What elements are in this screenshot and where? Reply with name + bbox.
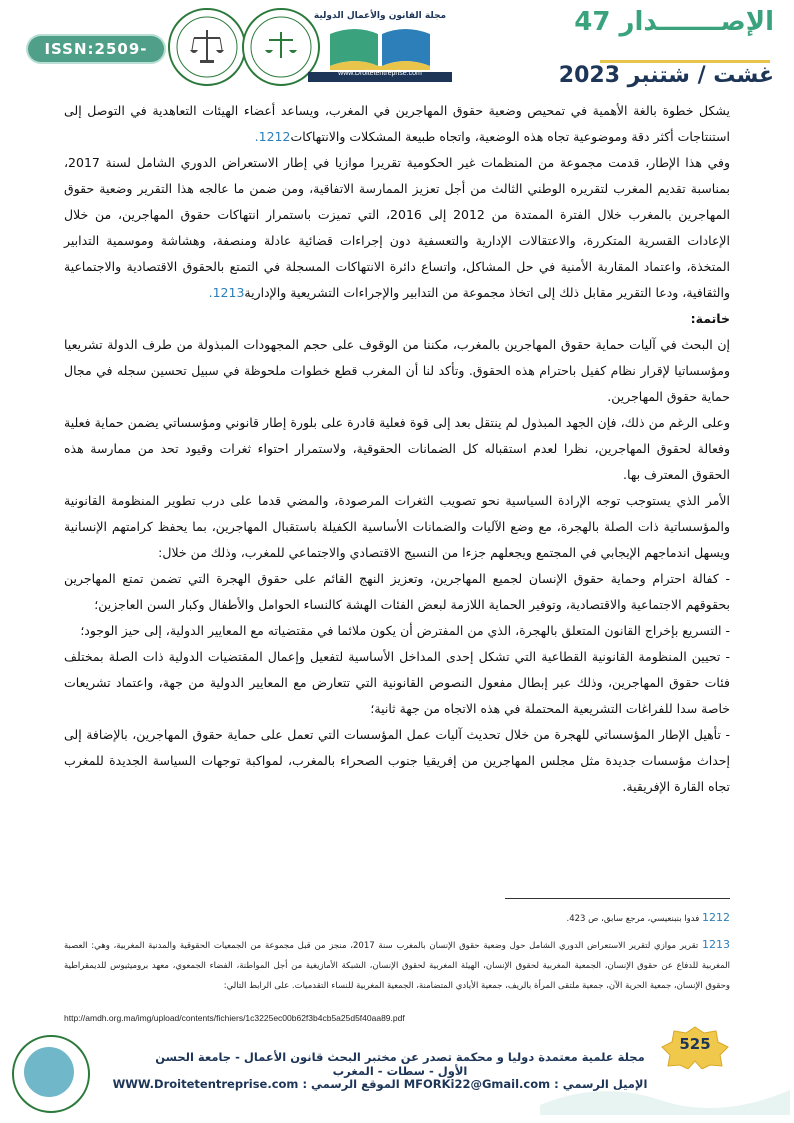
paragraph-text: وفي هذا الإطار، قدمت مجموعة من المنظمات غير الحكومية تقريرا موازيا في إطار الاستعراض الدوري الشامل لسنة 2017، بمناسبة تقديم المغرب لتقريره الوطني الثالث من أجل تعزيز الممارسة الاتفاقية، ومن ضمن ما عالجه هذا التقرير وضعية حقوق المهاجرين بالمغرب خلال الفترة الممتدة من 2012 إلى 2016، التي تميزت باستمرار انتهاكات حقوق المهاجرين، من خلال الإعادات القسرية المتكررة، والاعتقالات الإدارية والتعسفية دون إجراءات قضائية عادلة ومنصفة، وهشاشة وموسمية التدابير المتخذة، واعتماد المقاربة الأمنية في حل المشاكل، واتساع دائرة الانتهاكات المسجلة في التمتع بالحقوق الاقتصادية والاجتماعية والثقافية، ودعا التقرير مقابل ذلك إلى اتخاذ مجموعة من التدابير والإجراءات التشريعية والإدارية: [64, 155, 730, 300]
journal-name-text: مجلة القانون والأعمال الدولية: [313, 11, 447, 21]
issue-date: غشت / شتنبر 2023: [558, 63, 774, 88]
footnote: [64, 935, 730, 996]
section-heading: خاتمة:: [690, 311, 730, 326]
list-item: - تأهيل الإطار المؤسساتي للهجرة من خلال تحديث آليات عمل المؤسسات التي تعمل على حماية حقوق المهاجرين، بالإضافة إلى إحداث مؤسسات جديدة مثل مجلس المهاجرين من إفريقيا جنوب الصحراء بالمغرب، لمواكبة توجهات السياسة الجديدة للمغرب تجاه القارة الإفريقية.: [64, 727, 730, 794]
list-item: - كفالة احترام وحماية حقوق الإنسان لجميع المهاجرين، وتعزيز النهج القائم على حقوق الهجرة التي تضمن تمتع المهاجرين بحقوقهم الاجتماعية والاقتصادية، وتوفير الحماية اللازمة لبعض الفئات الهشة كالنساء الحوامل والأطفال وكبار السن العاجزين؛: [64, 571, 730, 612]
list-item: - تحيين المنظومة القانونية القطاعية التي تشكل إحدى المداخل الأساسية لتفعيل وإعمال المقتضيات الدولية ذات الصلة بمختلف فئات حقوق المهاجرين، وذلك عبر إبطال مفعول النصوص القانونية التي تتعارض مع المعايير الدولية من جهة، واعتماد تشريعات خاصة سدا للفراغات التشريعية المحتملة في هذه الاتجاه من جهة ثانية؛: [64, 649, 730, 716]
footer-emblem: [12, 1035, 90, 1113]
footnote-separator: [505, 898, 730, 899]
scales-of-justice-icon: [170, 10, 244, 84]
issn-badge: ISSN:2509-0291: [28, 36, 164, 62]
footnote-number: 1212: [702, 911, 730, 924]
footer-contact: [100, 1077, 660, 1091]
paragraph: وعلى الرغم من ذلك، فإن الجهد المبذول لم ينتقل بعد إلى قوة فعلية قادرة على بلورة إطار قانوني ومؤسساتي يضمن حماية فعلية وفعالة لحقوق المهاجرين، نظرا لعدم استقباله كل الضمانات الحقوقية، ولاستمرار احتواء ثغرات وقيود تحد من ممارسة هذه الحقوق المعترف بها.: [64, 415, 730, 482]
paragraph: الأمر الذي يستوجب توجه الإرادة السياسية نحو تصويب الثغرات المرصودة، والمضي قدما على درب تطوير المنظومة القانونية والمؤسساتية ذات الصلة بالهجرة، مع وضع الآليات والضمانات الأساسية الكفيلة باستقبال المهاجرين، بما يحفظ كرامتهم الإنسانية ويسهل اندماجهم الإيجابي في المجتمع ويجعلهم جزءا من النسيج الاقتصادي والاجتماعي للمغرب، وذلك من خلال:: [64, 493, 730, 560]
issue-info: [504, 6, 774, 94]
page-number: 525: [679, 1035, 711, 1053]
page-header: [0, 0, 794, 95]
footnotes: [64, 908, 730, 1002]
email-link[interactable]: MFORKi22@Gmail.com: [403, 1077, 551, 1091]
footer-journal-description: مجلة علمية معتمدة دوليا و محكمة تصدر عن مختبر البحث قانون الأعمال - جامعة الحسن الأول - سطات - المغرب: [155, 1050, 645, 1078]
footnote-ref[interactable]: 1213.: [208, 285, 245, 300]
footnote-text: فدوا بنبنعيسي، مرجع سابق، ص 423.: [566, 914, 700, 924]
website-label: الموقع الرسمي :: [302, 1077, 400, 1091]
paragraph: [64, 150, 730, 306]
lab-logo-left: [168, 8, 246, 86]
footnote-ref[interactable]: 1212.: [254, 129, 291, 144]
paragraph: [64, 98, 730, 150]
footnote-link[interactable]: http://amdh.org.ma/img/upload/contents/fichiers/1c3225ec00b62f3b4cb5a25d5f40aa89.pdf: [64, 1013, 405, 1023]
footnote: [64, 908, 730, 929]
journal-logo: [300, 4, 460, 84]
list-item: - التسريع بإخراج القانون المتعلق بالهجرة، الذي من المفترض أن يكون ملائما في مقتضياته مع المعايير الدولية، إلى حيز الوجود؛: [80, 623, 730, 638]
paragraph: إن البحث في آليات حماية حقوق المهاجرين بالمغرب، مكننا من الوقوف على حجم المجهودات المبذولة من طرف الدولة تشريعيا ومؤسساتيا لإقرار نظام كفيل باحترام هذه الحقوق. وتأكد لنا أن المغرب قطع خطوات ملحوظة في سبيل تحسين سجله في مجال حماية حقوق المهاجرين.: [64, 337, 730, 404]
website-link[interactable]: WWW.Droitetentreprise.com: [112, 1077, 299, 1091]
journal-website-small: www.Droitetentreprise.com: [338, 70, 422, 77]
book-emblem-icon: [24, 1047, 74, 1097]
paragraph-text: يشكل خطوة بالغة الأهمية في تمحيص وضعية حقوق المهاجرين في المغرب، ويساعد أعضاء الهيئات التعاهدية في التوصل إلى استنتاجات أكثر دقة وموضوعية تجاه هذه الوضعية، واتجاه طبيعة المشكلات والانتهاكات: [64, 103, 730, 144]
footnote-text: تقرير موازي لتقرير الاستعراض الدوري الشامل حول وضعية حقوق الإنسان بالمغرب سنة 2017، منجز من قبل مجموعة من الجمعيات الحقوقية والمدنية المغربية، وهي: العصبة المغربية للدفاع عن حقوق الإنسان، الجمعية المغربية لحقوق الإنسان، الهيئة المغربية لحقوق الإنسان، الشبكة الأمازيغية من أجل المواطنة، الفضاء الجمعوي، معهد بروميثيوس للديمقراطية وحقوق الإنسان، جمعية الحرية الآن، جمعية ملتقى المرأة بالريف، جمعية الأيادي المتضامنة، الجمعية المغربية للنساء التقدميات. على الرابط التالي:: [64, 941, 730, 991]
header-divider: [600, 60, 770, 63]
issue-number: الإصـــــــدار 47: [574, 7, 774, 37]
page-footer: [0, 1025, 794, 1123]
article-body: [64, 98, 730, 800]
email-label: الإميل الرسمي :: [554, 1077, 648, 1091]
footnote-number: 1213: [701, 938, 730, 951]
